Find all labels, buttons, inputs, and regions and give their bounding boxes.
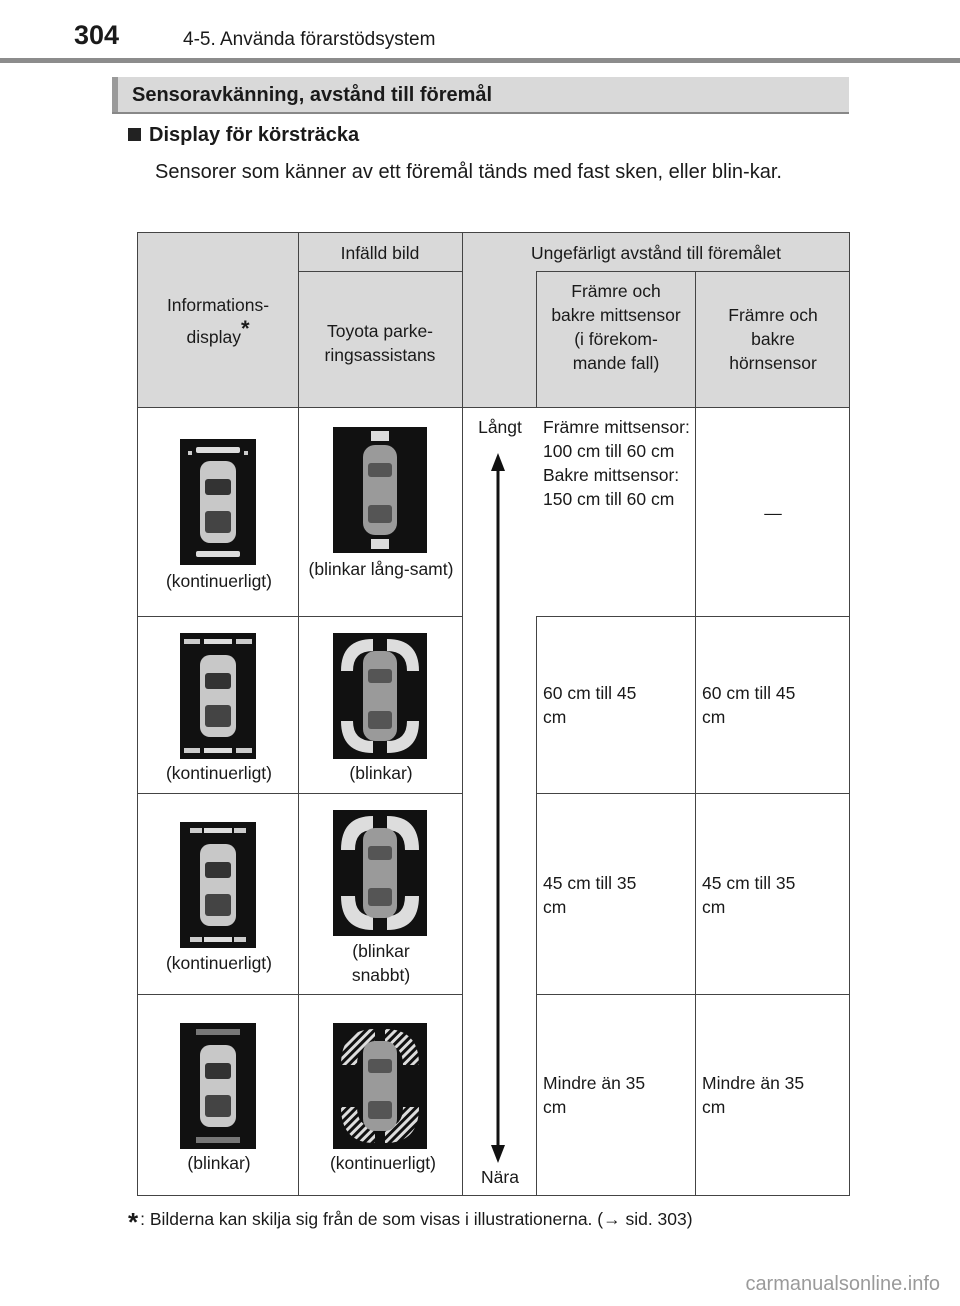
section-title: Sensoravkänning, avstånd till föremål [132, 84, 493, 106]
info-caption: (kontinuerligt) [165, 571, 273, 591]
watermark: carmanualsonline.info [745, 1273, 940, 1295]
header-approx-distance: Ungefärligt avstånd till föremålet [531, 243, 781, 263]
section-bar [112, 77, 849, 113]
inset-image [333, 1023, 427, 1149]
arrow-label-far: Långt [478, 417, 522, 437]
inset-image [333, 810, 427, 936]
header-inset-image: Infälld bild [340, 243, 420, 263]
chapter-title: 4-5. Använda förarstödsystem [183, 29, 436, 50]
header-corner-sensor: Främre och bakre hörnsensor [728, 305, 818, 373]
center-sensor-value: 60 cm till 45 cm [543, 683, 637, 727]
footnote-text: : Bilderna kan skilja sig från de som visas i illustrationerna. (→ sid. 303) [140, 1209, 693, 1229]
footnote-star: * [128, 1207, 139, 1237]
header-info-display: Informations-display* [166, 295, 270, 347]
center-sensor-value: Mindre än 35 cm [543, 1073, 646, 1117]
info-display-image [180, 822, 256, 948]
info-caption: (kontinuerligt) [165, 953, 273, 973]
inset-caption: (blinkar) [349, 763, 413, 783]
header-toyota-parking: Toyota parke-ringsassistans [324, 321, 436, 365]
corner-sensor-value: 60 cm till 45 cm [702, 683, 796, 727]
info-display-image [180, 1023, 256, 1149]
info-display-image [180, 633, 256, 759]
footnote [128, 1207, 693, 1238]
inset-caption: (blinkar lång-samt) [308, 559, 454, 579]
subsection-title: Display för körsträcka [149, 124, 360, 146]
subsection-heading [128, 124, 359, 147]
header-center-sensor: Främre och bakre mittsensor (i förekom-mande fall) [551, 281, 681, 373]
distance-table [137, 232, 850, 1196]
inset-caption: (blinkar snabbt) [351, 941, 411, 985]
info-caption: (blinkar) [187, 1153, 251, 1173]
section-rule [112, 112, 849, 114]
arrow-label-near: Nära [481, 1167, 519, 1187]
square-bullet-icon [128, 128, 141, 141]
inset-image [333, 633, 427, 759]
inset-caption: (kontinuerligt) [329, 1153, 437, 1173]
center-sensor-value: Främre mittsensor: 100 cm till 60 cm Bakre mittsensor: 150 cm till 60 cm [543, 417, 690, 509]
center-sensor-value: 45 cm till 35 cm [543, 873, 637, 917]
corner-sensor-value: 45 cm till 35 cm [702, 873, 796, 917]
info-caption: (kontinuerligt) [165, 763, 273, 783]
header-rule [0, 58, 960, 63]
info-display-image [180, 439, 256, 565]
distance-arrow-icon [483, 453, 513, 1163]
inset-image [333, 427, 427, 553]
corner-sensor-value: — [764, 503, 782, 523]
page-number: 304 [74, 20, 120, 50]
body-paragraph: Sensorer som känner av ett föremål tänds med fast sken, eller blin-kar. [155, 161, 782, 183]
corner-sensor-value: Mindre än 35 cm [702, 1073, 805, 1117]
